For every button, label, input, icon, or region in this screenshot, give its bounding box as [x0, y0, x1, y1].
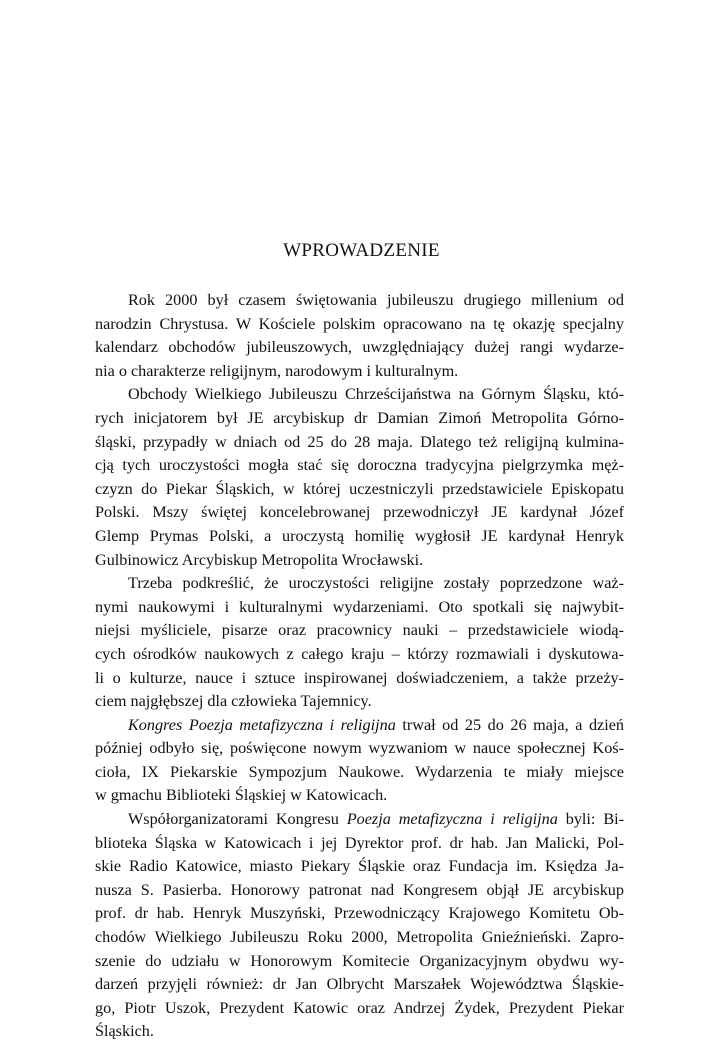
text-segment: Śląskich. [95, 1022, 154, 1041]
text-segment: nusza S. Pasierba. Honorowy patronat nad Kongresem objął JE arcybiskup [95, 880, 624, 899]
text-line [95, 784, 624, 808]
text-line [95, 596, 624, 620]
text-segment: narodzin Chrystusa. W Kościele polskim opracowano na tę okazję specjalny [95, 314, 624, 333]
text-segment: Gulbinowicz Arcybiskup Metropolita Wrocławski. [95, 550, 424, 569]
text-line [95, 950, 624, 974]
text-line [95, 454, 624, 478]
text-segment: skie Radio Katowice, miasto Piekary Śląskie oraz Fundacja im. Księdza Ja- [95, 857, 624, 876]
text-segment: niejsi myśliciele, pisarze oraz pracownicy nauki – przedstawiciele wiodą- [95, 621, 624, 640]
italic-title-text: Poezja metafizyczna i religijna [346, 810, 558, 829]
text-line [95, 407, 624, 431]
text-segment: kalendarz obchodów jubileuszowych, uwzględniający dużej rangi wydarze- [95, 338, 624, 357]
text-segment: śląski, przypadły w dniach od 25 do 28 maja. Dlatego też religijną kulmina- [95, 432, 624, 451]
text-segment: cych ośrodków naukowych z całego kraju – którzy rozmawiali i dyskutowa- [95, 644, 624, 663]
text-segment: szenie do udziału w Honorowym Komitecie Organizacyjnym obydwu wy- [95, 951, 624, 970]
text-segment: czyzn do Piekar Śląskich, w której uczestniczyli przedstawiciele Episkopatu [95, 479, 624, 498]
text-line [95, 289, 624, 313]
text-line [95, 879, 624, 903]
text-segment: chodów Wielkiego Jubileuszu Roku 2000, Metropolita Gnieźnieński. Zapro- [95, 928, 624, 947]
text-segment: cioła, IX Piekarskie Sympozjum Naukowe. Wydarzenia te miały miejsce [95, 762, 624, 781]
text-segment: byli: Bi- [557, 810, 625, 829]
text-line [95, 832, 624, 856]
text-segment: li o kulturze, nauce i sztuce inspirowanej doświadczeniem, a także przeży- [95, 668, 624, 687]
text-segment: go, Piotr Uszok, Prezydent Katowic oraz Andrzej Żydek, Prezydent Piekar [95, 998, 624, 1017]
text-segment: Rok 2000 był czasem świętowania jubileuszu drugiego millenium od [128, 291, 624, 309]
text-segment: darzeń przyjęli również: dr Jan Olbrycht Marszałek Województwa Śląskie- [95, 975, 624, 994]
text-segment: Trzeba podkreślić, że uroczystości religijne zostały poprzedzone waż- [128, 574, 624, 593]
text-line [95, 902, 624, 926]
text-line [95, 643, 624, 667]
text-line [95, 997, 624, 1021]
text-segment: nia o charakterze religijnym, narodowym i kulturalnym. [95, 361, 459, 380]
text-line [95, 478, 624, 502]
text-line [95, 572, 624, 596]
text-segment: w gmachu Biblioteki Śląskiej w Katowicach. [95, 786, 388, 805]
text-line [95, 619, 624, 643]
text-line [95, 549, 624, 573]
text-line [95, 501, 624, 525]
text-line [95, 926, 624, 950]
text-line [95, 525, 624, 549]
page-title: WPROWADZENIE [283, 240, 440, 261]
text-segment: nymi naukowymi i kulturalnymi wydarzeniami. Oto spotkali się najwybit- [95, 597, 624, 616]
text-segment: trwał od 25 do 26 maja, a dzień [395, 715, 624, 734]
text-line [95, 431, 624, 455]
text-line [95, 336, 624, 360]
text-line [95, 808, 624, 832]
text-line [95, 667, 624, 691]
text-line [95, 737, 624, 761]
text-line [95, 383, 624, 407]
text-line [95, 761, 624, 785]
text-segment: blioteka Śląska w Katowicach i jej Dyrektor prof. dr hab. Jan Malicki, Pol- [95, 833, 624, 852]
text-segment: cją tych uroczystości mogła stać się doroczna tradycyjna pielgrzymka męż- [95, 456, 624, 475]
text-segment: Współorganizatorami Kongresu [128, 810, 347, 829]
text-line [95, 360, 624, 384]
text-segment: Polski. Mszy świętej koncelebrowanej przewodniczył JE kardynał Józef [95, 503, 624, 522]
italic-title-text: Kongres Poezja metafizyczna i religijna [128, 715, 396, 734]
text-segment: Glemp Prymas Polski, a uroczystą homilię wygłosił JE kardynał Henryk [95, 526, 624, 545]
text-segment: rych inicjatorem był JE arcybiskup dr Damian Zimoń Metropolita Górno- [95, 408, 624, 427]
text-line [95, 855, 624, 879]
body-text [95, 289, 624, 1044]
text-line [95, 714, 624, 738]
text-segment: prof. dr hab. Henryk Muszyński, Przewodniczący Krajowego Komitetu Ob- [95, 904, 624, 923]
text-segment: Obchody Wielkiego Jubileuszu Chrześcijaństwa na Górnym Śląsku, któ- [128, 385, 624, 404]
text-segment: później odbyło się, poświęcone nowym wyzwaniom w nauce społecznej Koś- [95, 739, 624, 758]
text-line [95, 690, 624, 714]
text-line [95, 973, 624, 997]
text-line [95, 313, 624, 337]
text-segment: ciem najgłębszej dla człowieka Tajemnicy. [95, 692, 372, 711]
